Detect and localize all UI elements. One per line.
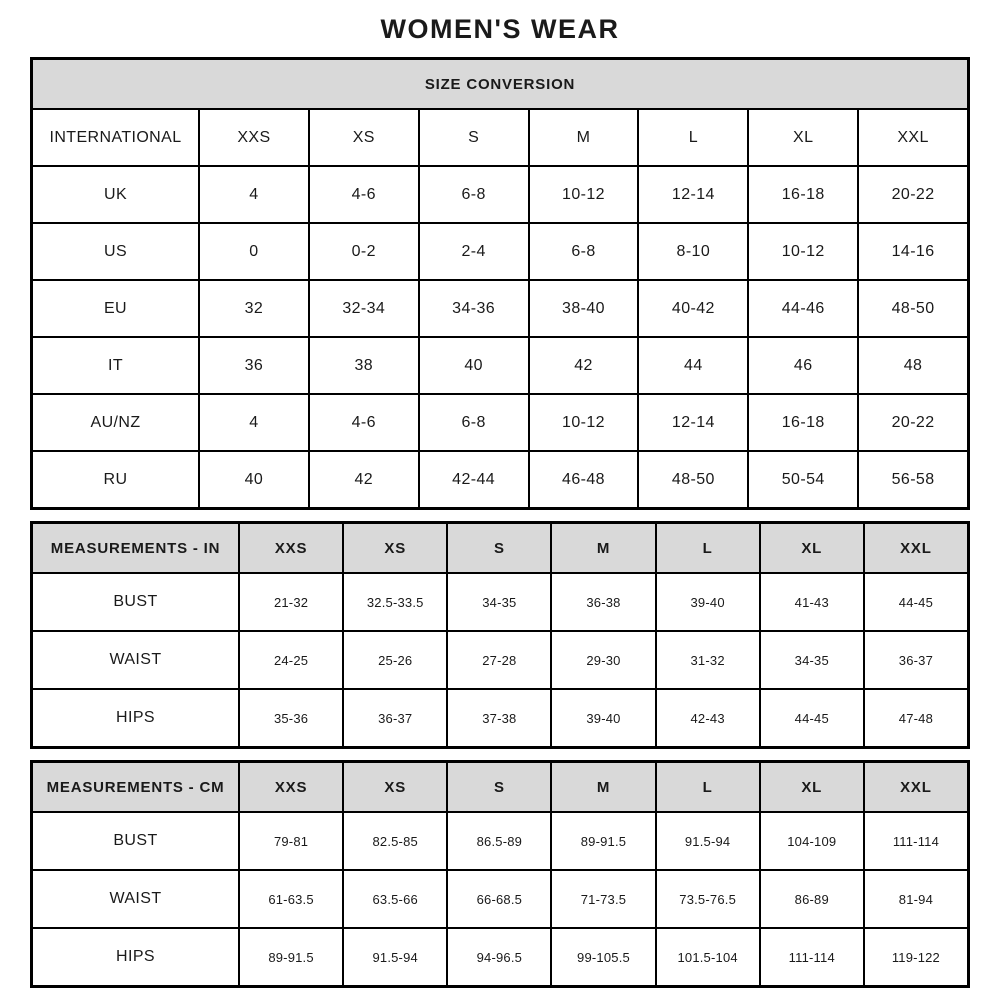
measurement-cell: 34-35 [761,632,863,688]
size-cell: 20-22 [859,167,967,222]
in-header-m: M [552,524,654,572]
row-label-us: US [33,224,198,279]
cm-header-xl: XL [761,763,863,811]
size-cell: 44 [639,338,747,393]
size-cell: 42-44 [420,452,528,507]
size-cell: 4-6 [310,167,418,222]
cm-header-l: L [657,763,759,811]
size-cell: 10-12 [530,395,638,450]
measurement-cell: 94-96.5 [448,929,550,985]
measurement-cell: 35-36 [240,690,342,746]
measurement-cell: 91.5-94 [344,929,446,985]
size-conversion-table [30,57,970,510]
measurement-cell: 44-45 [761,690,863,746]
in-header-xs: XS [344,524,446,572]
page-title: WOMEN'S WEAR [380,14,620,44]
size-cell: 6-8 [420,167,528,222]
size-cell: 12-14 [639,167,747,222]
column-header-xxl: XXL [859,110,967,165]
size-cell: 56-58 [859,452,967,507]
measurement-cell: 111-114 [761,929,863,985]
size-cell: 46 [749,338,857,393]
column-header-l: L [639,110,747,165]
measurement-cell: 36-37 [344,690,446,746]
size-cell: 32 [200,281,308,336]
size-cell: 10-12 [749,224,857,279]
row-label-ru: RU [33,452,198,507]
size-cell: 20-22 [859,395,967,450]
measurement-cell: 71-73.5 [552,871,654,927]
size-cell: 6-8 [420,395,528,450]
measurement-cell: 36-38 [552,574,654,630]
size-cell: 36 [200,338,308,393]
measurement-cell: 29-30 [552,632,654,688]
size-cell: 48-50 [859,281,967,336]
measurements-cm-header: MEASUREMENTS - CM [33,763,238,811]
row-label-bust: BUST [33,813,238,869]
column-header-international: INTERNATIONAL [33,110,198,165]
measurement-cell: 25-26 [344,632,446,688]
measurement-cell: 66-68.5 [448,871,550,927]
measurement-cell: 39-40 [657,574,759,630]
in-header-xl: XL [761,524,863,572]
measurement-cell: 37-38 [448,690,550,746]
size-cell: 42 [530,338,638,393]
size-cell: 10-12 [530,167,638,222]
measurement-cell: 41-43 [761,574,863,630]
row-label-it: IT [33,338,198,393]
size-cell: 50-54 [749,452,857,507]
row-label-uk: UK [33,167,198,222]
measurement-cell: 104-109 [761,813,863,869]
measurement-cell: 73.5-76.5 [657,871,759,927]
size-cell: 16-18 [749,167,857,222]
size-cell: 48-50 [639,452,747,507]
size-cell: 40-42 [639,281,747,336]
size-cell: 12-14 [639,395,747,450]
size-cell: 40 [420,338,528,393]
cm-header-xs: XS [344,763,446,811]
in-header-xxs: XXS [240,524,342,572]
measurement-cell: 31-32 [657,632,759,688]
measurement-cell: 34-35 [448,574,550,630]
cm-header-m: M [552,763,654,811]
measurement-cell: 89-91.5 [240,929,342,985]
size-cell: 38-40 [530,281,638,336]
measurement-cell: 101.5-104 [657,929,759,985]
measurement-cell: 79-81 [240,813,342,869]
measurement-cell: 86.5-89 [448,813,550,869]
measurement-cell: 27-28 [448,632,550,688]
size-cell: 34-36 [420,281,528,336]
cm-header-xxl: XXL [865,763,967,811]
size-cell: 44-46 [749,281,857,336]
in-header-xxl: XXL [865,524,967,572]
measurement-cell: 91.5-94 [657,813,759,869]
size-cell: 4-6 [310,395,418,450]
row-label-waist: WAIST [33,632,238,688]
size-cell: 2-4 [420,224,528,279]
measurement-cell: 39-40 [552,690,654,746]
row-label-aunz: AU/NZ [33,395,198,450]
size-cell: 6-8 [530,224,638,279]
column-header-xs: XS [310,110,418,165]
cm-header-xxs: XXS [240,763,342,811]
measurement-cell: 21-32 [240,574,342,630]
measurement-cell: 81-94 [865,871,967,927]
measurement-cell: 24-25 [240,632,342,688]
column-header-xxs: XXS [200,110,308,165]
column-header-s: S [420,110,528,165]
size-cell: 0 [200,224,308,279]
measurement-cell: 99-105.5 [552,929,654,985]
measurement-cell: 82.5-85 [344,813,446,869]
column-header-m: M [530,110,638,165]
measurements-cm-table [30,760,970,988]
size-cell: 46-48 [530,452,638,507]
size-cell: 48 [859,338,967,393]
measurement-cell: 42-43 [657,690,759,746]
row-label-hips: HIPS [33,690,238,746]
measurement-cell: 47-48 [865,690,967,746]
row-label-bust: BUST [33,574,238,630]
measurement-cell: 36-37 [865,632,967,688]
measurement-cell: 63.5-66 [344,871,446,927]
row-label-eu: EU [33,281,198,336]
column-header-xl: XL [749,110,857,165]
size-cell: 38 [310,338,418,393]
size-cell: 4 [200,167,308,222]
measurement-cell: 32.5-33.5 [344,574,446,630]
cm-header-s: S [448,763,550,811]
size-cell: 8-10 [639,224,747,279]
measurement-cell: 44-45 [865,574,967,630]
measurement-cell: 89-91.5 [552,813,654,869]
measurements-in-header: MEASUREMENTS - IN [33,524,238,572]
measurement-cell: 61-63.5 [240,871,342,927]
in-header-l: L [657,524,759,572]
size-cell: 14-16 [859,224,967,279]
size-cell: 42 [310,452,418,507]
measurement-cell: 119-122 [865,929,967,985]
row-label-waist: WAIST [33,871,238,927]
size-cell: 0-2 [310,224,418,279]
measurement-cell: 111-114 [865,813,967,869]
in-header-s: S [448,524,550,572]
size-cell: 16-18 [749,395,857,450]
size-conversion-header: SIZE CONVERSION [33,60,967,108]
size-cell: 32-34 [310,281,418,336]
size-cell: 40 [200,452,308,507]
measurement-cell: 86-89 [761,871,863,927]
measurements-in-table [30,521,970,749]
size-cell: 4 [200,395,308,450]
row-label-hips: HIPS [33,929,238,985]
page [30,0,970,988]
